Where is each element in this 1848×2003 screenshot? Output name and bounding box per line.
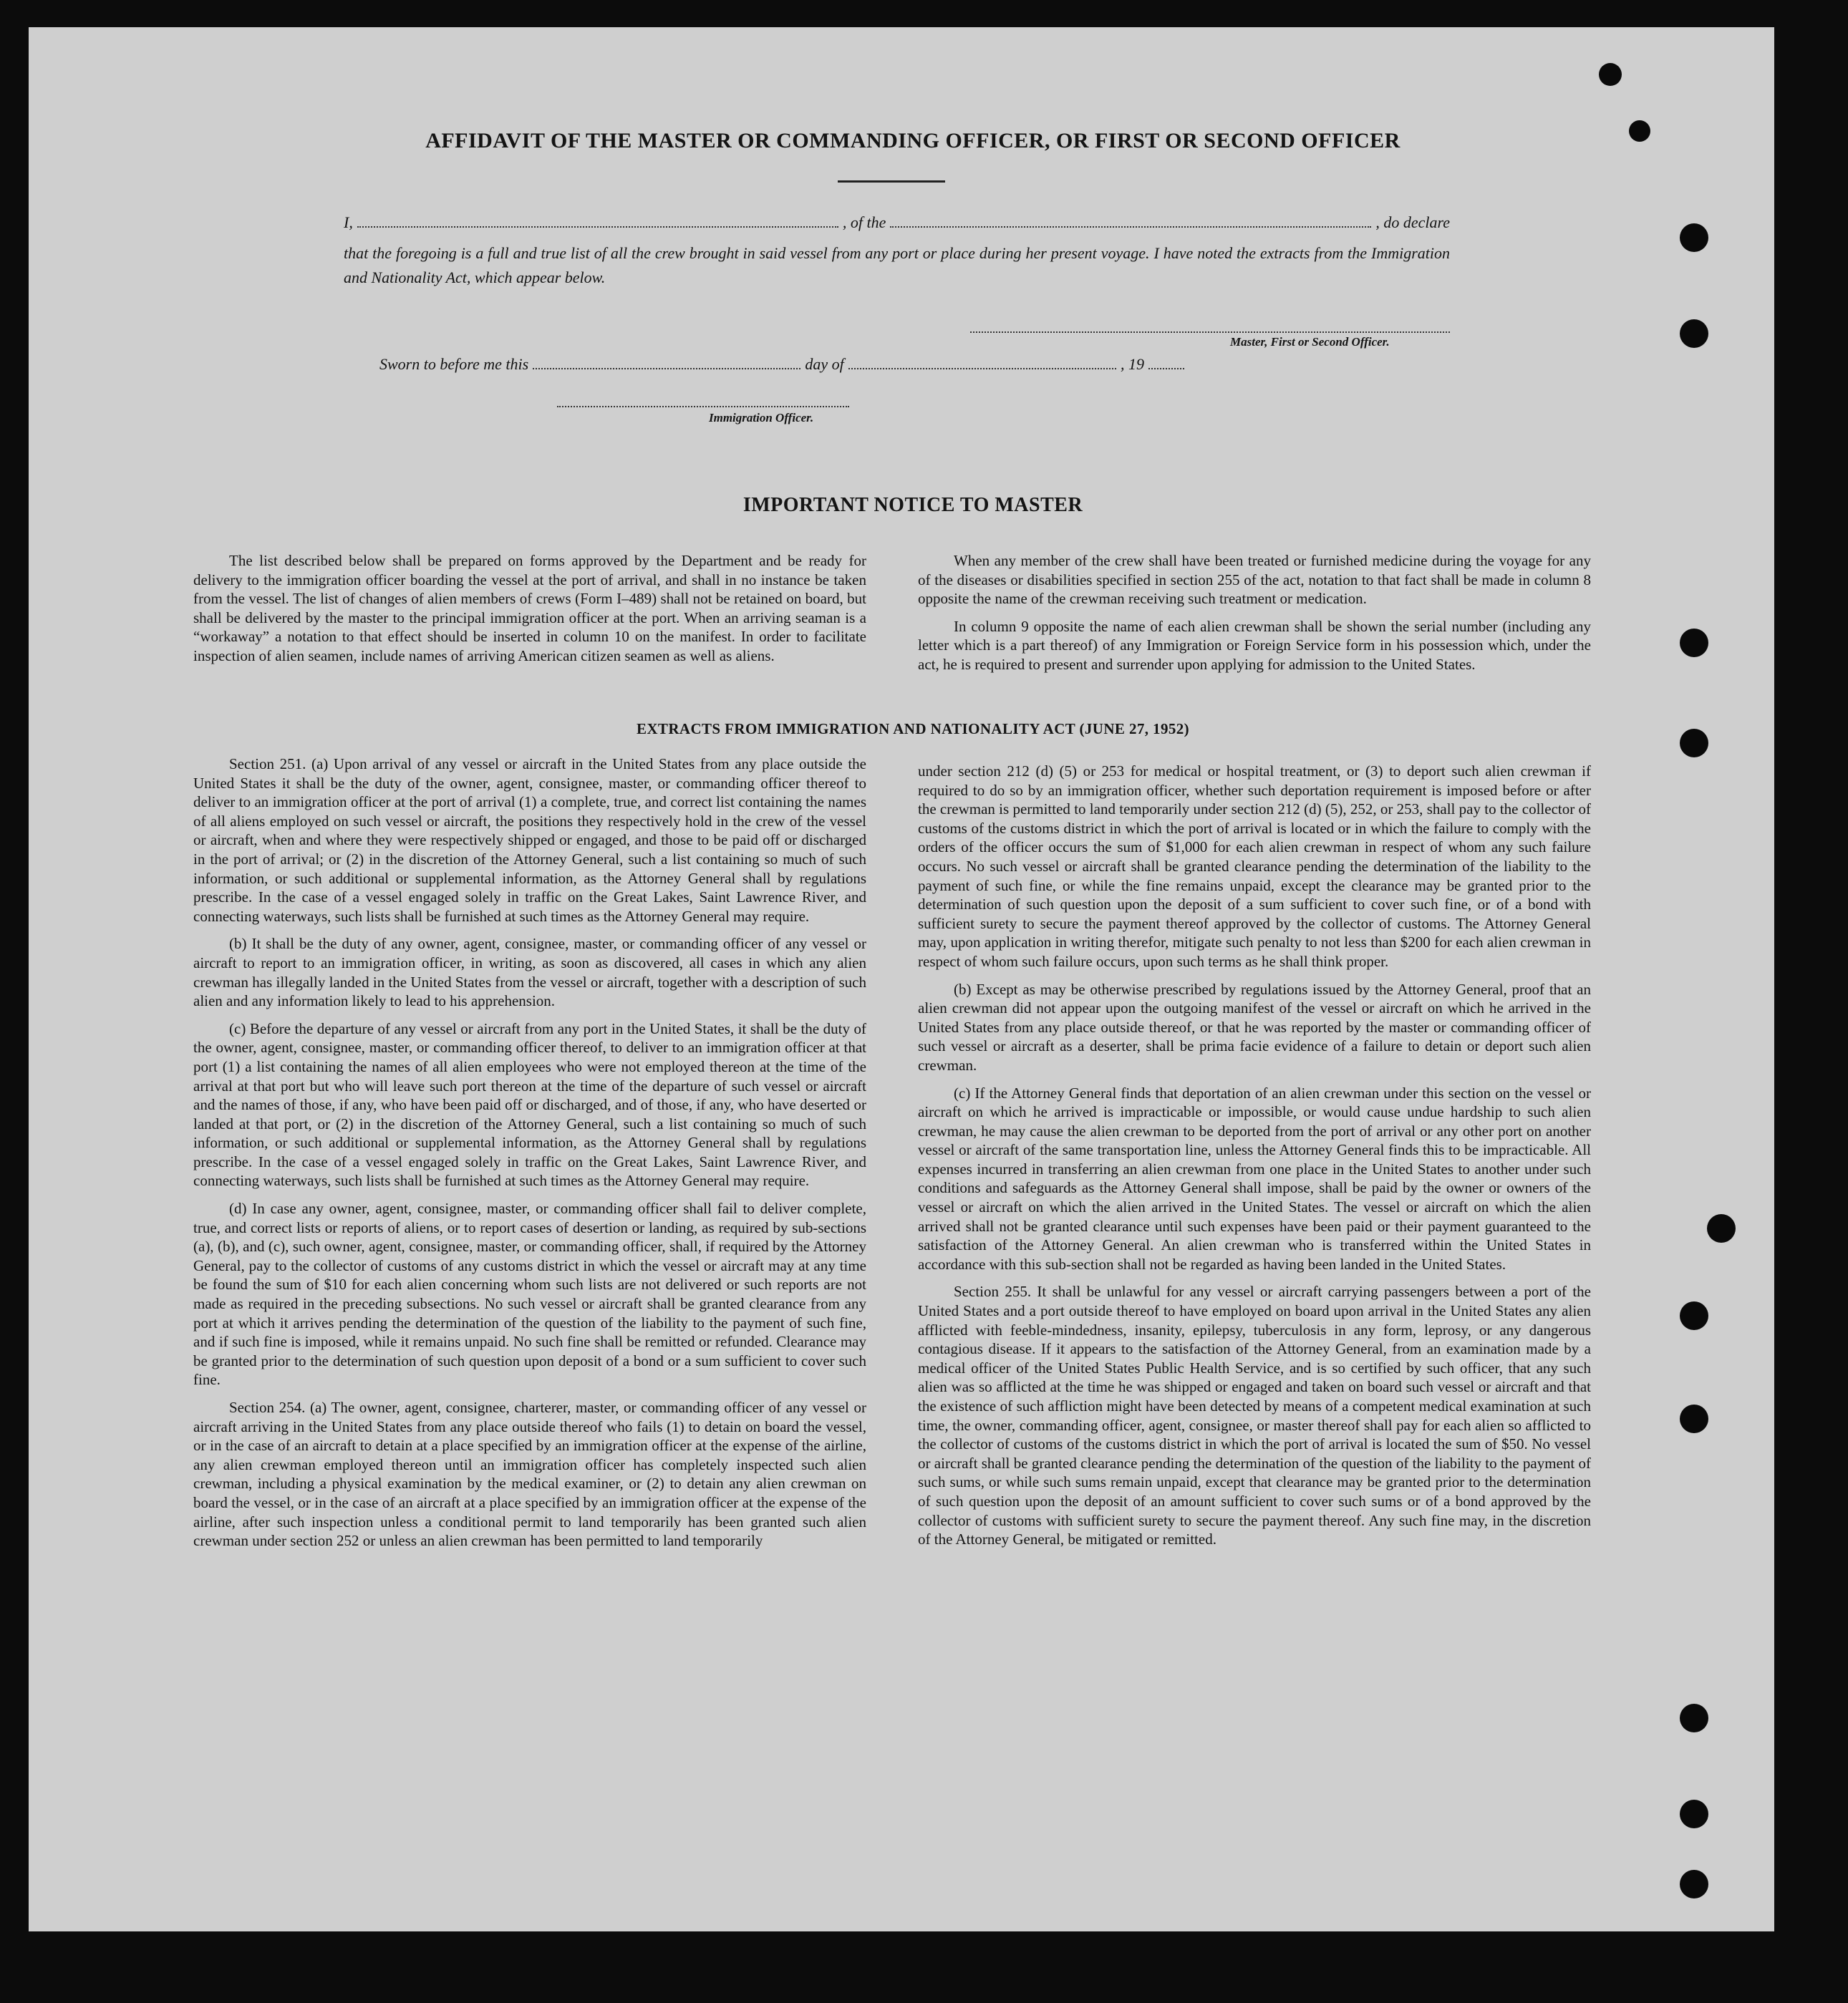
extract-paragraph: Section 254. (a) The owner, agent, consignee, charterer, master, or commanding officer of any vessel or aircraft arriving in the United States from any place outside thereof who fails (1) to detain on board the vessel, or in the case of an aircraft to detain at a place specified by an immigration officer at the expense of the airline, any alien crewman employed thereon until an immigration officer has completely inspected such alien crewman, including a physical examination by the medical examiner, or (2) to detain any alien crewman on board the vessel, or in the case of an aircraft at a place specified by an immigration officer at the expense of the airline, after such inspection unless a conditional permit to land temporarily has been granted such alien crewman under section 252 or unless an alien crewman has been permitted to land temporarily [193, 1399, 866, 1550]
punch-hole [1680, 1405, 1708, 1433]
punch-hole [1680, 1800, 1708, 1828]
notice-paragraph: When any member of the crew shall have been treated or furnished medicine during the voyage for any of the diseases or disabilities specified in section 255 of the act, notation to that fact shall be made in column 8 opposite the name of the crewman receiving such treatment or medication. [918, 552, 1591, 608]
officer-signature-label: Immigration Officer. [709, 411, 814, 425]
punch-hole [1707, 1214, 1736, 1243]
punch-hole [1680, 319, 1708, 348]
vessel-label: , of the [842, 213, 886, 231]
notice-title: IMPORTANT NOTICE TO MASTER [742, 494, 1083, 516]
extract-paragraph: (b) Except as may be otherwise prescribed by regulations issued by the Attorney General, proof that an alien crewman did not appear upon the outgoing manifest of the vessel or aircraft on which he arrived in the United States from any place outside thereof, or that he was reported by the master or commanding officer of such vessel or aircraft as a deserter, shall be prima facie evidence of a failure to detain or deport such alien crewman. [918, 980, 1591, 1074]
punch-hole [1680, 1704, 1708, 1732]
sworn-month-field[interactable] [848, 367, 1116, 369]
sworn-day-field[interactable] [533, 367, 800, 369]
extract-paragraph: (c) If the Attorney General finds that deportation of an alien crewman under this section on the vessel or aircraft on which he arrived is impracticable or impossible, or would cause undue hardship to such alien crewman, he may cause the alien crewman to be deported from the port of arrival or any other port on another vessel or aircraft of the same transportation line, unless the Attorney General finds this to be impracticable. All expenses incurred in transferring an alien crewman from one place in the United States to another under such conditions and safeguards as the Attorney General shall impose, shall be paid by the owner or owners of the vessel or aircraft on which the alien arrived in the United States. The vessel or aircraft on which the alien arrived shall not be granted clearance until such expenses have been paid or their payment guaranteed to the satisfaction of the Attorney General. An alien crewman who is transferred within the United States in accordance with this sub-section shall not be regarded as having been landed in the United States. [918, 1084, 1591, 1273]
punch-hole [1629, 120, 1650, 142]
sworn-line [379, 355, 1189, 374]
extracts-title: EXTRACTS FROM IMMIGRATION AND NATIONALITY ACT (JUNE 27, 1952) [636, 720, 1190, 737]
affidavit-statement: that the foregoing is a full and true list of all the crew brought in said vessel from any port or place during her present voyage. I have noted the extracts from the Immigration and Nationality Act, which appear below. [344, 244, 1450, 286]
declaration-line [344, 213, 1450, 232]
punch-hole [1680, 1301, 1708, 1330]
vessel-name-field[interactable] [890, 225, 1371, 228]
affidavit-title: AFFIDAVIT OF THE MASTER OR COMMANDING OFFICER, OR FIRST OR SECOND OFFICER [425, 129, 1400, 152]
day-of-label: day of [805, 355, 844, 373]
punch-hole [1680, 1870, 1708, 1898]
declare-label: , do declare [1375, 213, 1451, 231]
punch-hole [1680, 729, 1708, 757]
declarant-label: I, [344, 213, 353, 231]
extract-paragraph: (c) Before the departure of any vessel or aircraft from any port in the United States, it shall be the duty of the owner, agent, consignee, master, or commanding officer thereof, to deliver to an immigration officer at that port (1) a list containing the names of all alien employees who were not employed thereon at the time of the arrival at that port but who will leave such port thereon at the time of the departure of such vessel or aircraft and the names of those, if any, who have been paid off or discharged, and of those, if any, who have deserted or landed at that port, or (2) in the discretion of the Attorney General, such a list containing so much of such information, or such additional or supplemental information, as the Attorney General shall by regulations prescribe. In the case of a vessel engaged solely in traffic on the Great Lakes, Saint Lawrence River, and connecting waterways, such lists shall be furnished at such times as the Attorney General may require. [193, 1019, 866, 1190]
extract-paragraph: Section 251. (a) Upon arrival of any vessel or aircraft in the United States from any place outside the United States it shall be the duty of the owner, agent, consignee, master, or commanding officer thereof to deliver to an immigration officer at the port of arrival (1) a complete, true, and correct list containing the names of all aliens employed on such vessel or aircraft, the positions they respectively hold in the crew of the vessel or aircraft, when and where they were respectively shipped or engaged, and those to be paid off or discharged in the port of arrival; or (2) in the discretion of the Attorney General, such a list containing so much of such information, or such additional or supplemental information, as the Attorney General shall by regulations prescribe. In the case of a vessel engaged solely in traffic on the Great Lakes, Saint Lawrence River, and connecting waterways, such lists shall be furnished at such times as the Attorney General may require. [193, 755, 866, 925]
year-label: , 19 [1121, 355, 1145, 373]
notice-left-column [193, 551, 866, 666]
extract-paragraph: Section 255. It shall be unlawful for any vessel or aircraft carrying passengers between a port of the United States and a port outside thereof to have employed on board upon arrival in the United States any alien afflicted with feeble-mindedness, insanity, epilepsy, tuberculosis in any form, leprosy, or any dangerous contagious disease. If it appears to the satisfaction of the Attorney General, from an examination made by a medical officer of the United States Public Health Service, and is so certified by such officer, that any such alien was so afflicted at the time he was shipped or engaged and taken on board such vessel or aircraft and that the existence of such affliction might have been detected by means of a competent medical examination at such time, the owner, commanding officer, agent, consignee, or master thereof shall pay for each alien so afflicted to the collector of customs of the customs district in which the port of arrival is located the sum of $50. No vessel or aircraft shall be granted clearance pending the determination of the question of the liability to the payment of such sums, or while such sums remain unpaid, except that clearance may be granted prior to the determination of such question upon the deposit of an amount sufficient to cover such sums or of a bond approved by the collector of customs with sufficient surety to secure the payment thereof. Any such fine may, in the discretion of the Attorney General, be mitigated or remitted. [918, 1283, 1591, 1548]
punch-hole [1599, 63, 1622, 86]
declarant-name-field[interactable] [357, 225, 838, 228]
master-signature-field[interactable] [970, 331, 1450, 333]
sworn-year-field[interactable] [1148, 367, 1184, 369]
title-rule [838, 180, 945, 183]
punch-hole [1680, 223, 1708, 252]
extract-paragraph: under section 212 (d) (5) or 253 for medical or hospital treatment, or (3) to deport such alien crewman if required to do so by an immigration officer, whether such deportation requirement is imposed before or after the crewman is permitted to land temporarily under section 212 (d) (5), 252, or 253, shall pay to the collector of customs of the customs district in which the port of arrival is located or in which the failure to comply with the orders of the officer occurs the sum of $1,000 for each alien crewman in respect of whom any such failure occurs. No such vessel or aircraft shall be granted clearance pending the determination of the liability to the payment of such fine, or while the fine remains unpaid, except the clearance may be granted prior to the determination of such question upon the deposit of a sum sufficient to cover such fine, or of a bond with sufficient surety to secure the payment thereof approved by the collector of customs. The Attorney General may, upon application in writing therefor, mitigate such penalty to not less than $200 for each alien crewman in respect of whom such failure occurs, upon such terms as he shall think proper. [918, 762, 1591, 970]
extract-paragraph: (b) It shall be the duty of any owner, agent, consignee, master, or commanding officer of any vessel or aircraft to report to an immigration officer, in writing, as soon as discovered, all cases in which any alien crewman has illegally landed in the United States from the vessel or aircraft, together with a description of such alien and any information likely to lead to his apprehension. [193, 935, 866, 1010]
extracts-left-column [193, 755, 866, 1551]
sworn-label: Sworn to before me this [379, 355, 529, 373]
notice-paragraph: In column 9 opposite the name of each alien crewman shall be shown the serial number (including any letter which is a part thereof) of any Immigration or Foreign Service form in his possession which, under the act, he is required to present and surrender upon applying for admission to the United States. [918, 617, 1591, 673]
punch-hole [1680, 629, 1708, 657]
notice-right-column [918, 551, 1591, 674]
notice-paragraph: The list described below shall be prepared on forms approved by the Department and be ready for delivery to the immigration officer boarding the vessel at the port of arrival, and shall in no instance be taken from the vessel. The list of changes of alien members of crews (Form I–489) shall not be retained on board, but shall be delivered by the master to the principal immigration officer at the port. When an arriving seaman is a “workaway” a notation to that effect should be inserted in column 10 on the manifest. In order to facilitate inspection of alien seamen, include names of arriving American citizen seamen as well as aliens. [193, 552, 866, 664]
extracts-right-column [918, 762, 1591, 1549]
master-signature-label: Master, First or Second Officer. [1230, 335, 1390, 349]
extract-paragraph: (d) In case any owner, agent, consignee, master, or commanding officer shall fail to deliver complete, true, and correct lists or reports of aliens, or to report cases of desertion or landing, as required by sub-sections (a), (b), and (c), such owner, agent, consignee, master, or commanding officer, shall, if required by the Attorney General, pay to the collector of customs of any customs district in which the vessel or aircraft may at any time be found the sum of $10 for each alien concerning whom such lists are not delivered or such reports are not made as required in the preceding subsections. No such vessel or aircraft shall be granted clearance from any port at which it arrives pending the determination of the question of the liability to the payment of such fine, and if such fine is imposed, while it remains unpaid. No such fine shall be remitted or refunded. Clearance may be granted prior to the determination of such question upon deposit of a bond or a sum sufficient to cover such fine. [193, 1200, 866, 1389]
officer-signature-field[interactable] [557, 405, 849, 407]
